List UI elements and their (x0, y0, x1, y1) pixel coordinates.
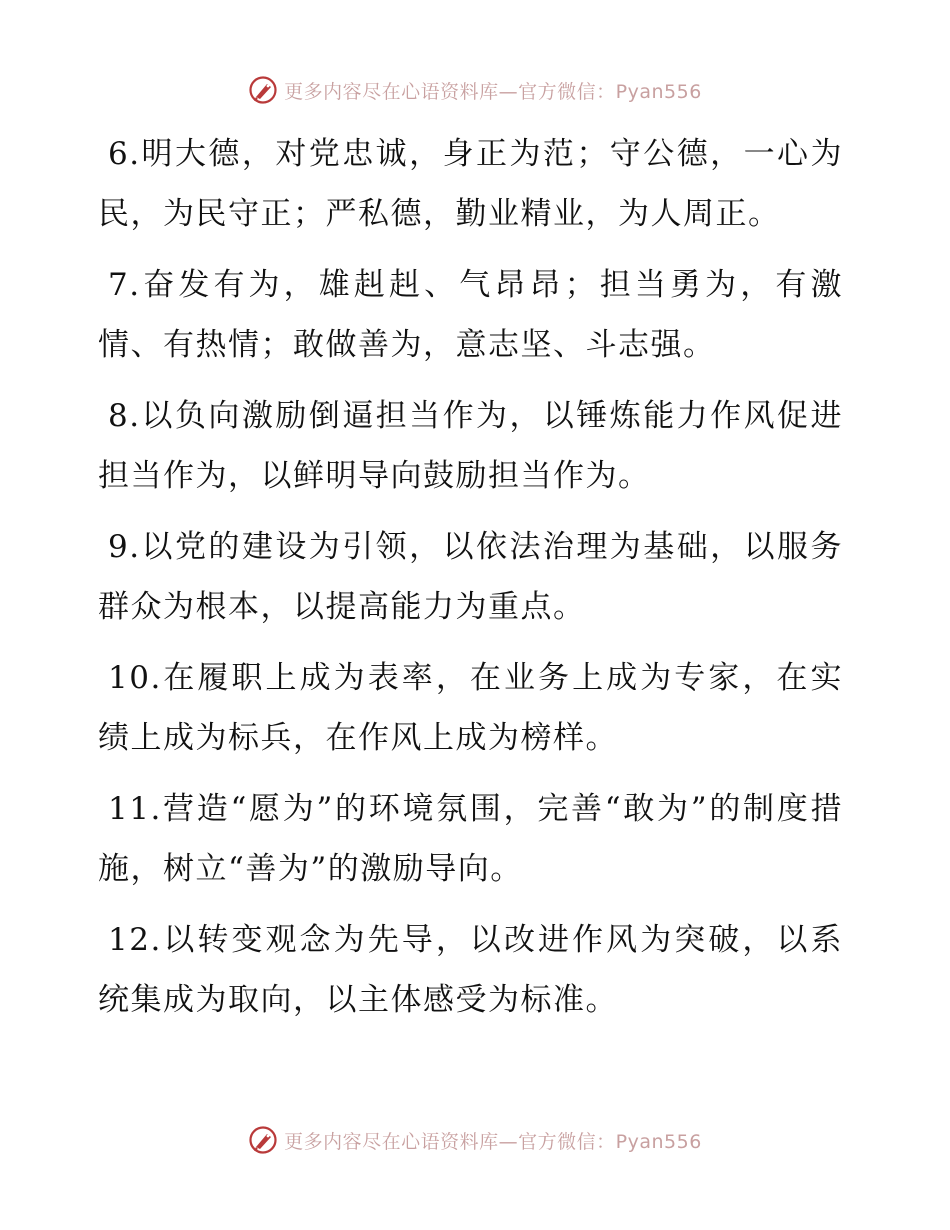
footer-watermark-banner (0, 1120, 950, 1160)
paragraph-item-7: 7.奋发有为，雄赳赳、气昂昂；担当勇为，有激情、有热情；敢做善为，意志坚、斗志强。 (98, 267, 843, 363)
header-banner-text: 更多内容尽在心语资料库—官方微信：Pyan556 (284, 80, 702, 103)
paragraph-item-9: 9.以党的建设为引领，以依法治理为基础，以服务群众为根本，以提高能力为重点。 (98, 529, 843, 625)
pen-nib-logo-icon (248, 75, 278, 105)
pen-nib-logo-icon (248, 1125, 278, 1155)
paragraph-item-11: 11.营造“愿为”的环境氛围，完善“敢为”的制度措施，树立“善为”的激励导向。 (98, 791, 843, 887)
paragraph-item-6: 6.明大德，对党忠诚，身正为范；守公德，一心为民，为民守正；严私德，勤业精业，为人周正。 (98, 136, 843, 232)
header-watermark-banner (0, 70, 950, 110)
paragraph-item-8: 8.以负向激励倒逼担当作为，以锤炼能力作风促进担当作为，以鲜明导向鼓励担当作为。 (98, 398, 843, 494)
document-body (98, 124, 843, 1041)
paragraph-item-12: 12.以转变观念为先导，以改进作风为突破，以系统集成为取向，以主体感受为标准。 (98, 922, 843, 1018)
footer-banner-text: 更多内容尽在心语资料库—官方微信：Pyan556 (284, 1130, 702, 1153)
paragraph-item-10: 10.在履职上成为表率，在业务上成为专家，在实绩上成为标兵，在作风上成为榜样。 (98, 660, 843, 756)
